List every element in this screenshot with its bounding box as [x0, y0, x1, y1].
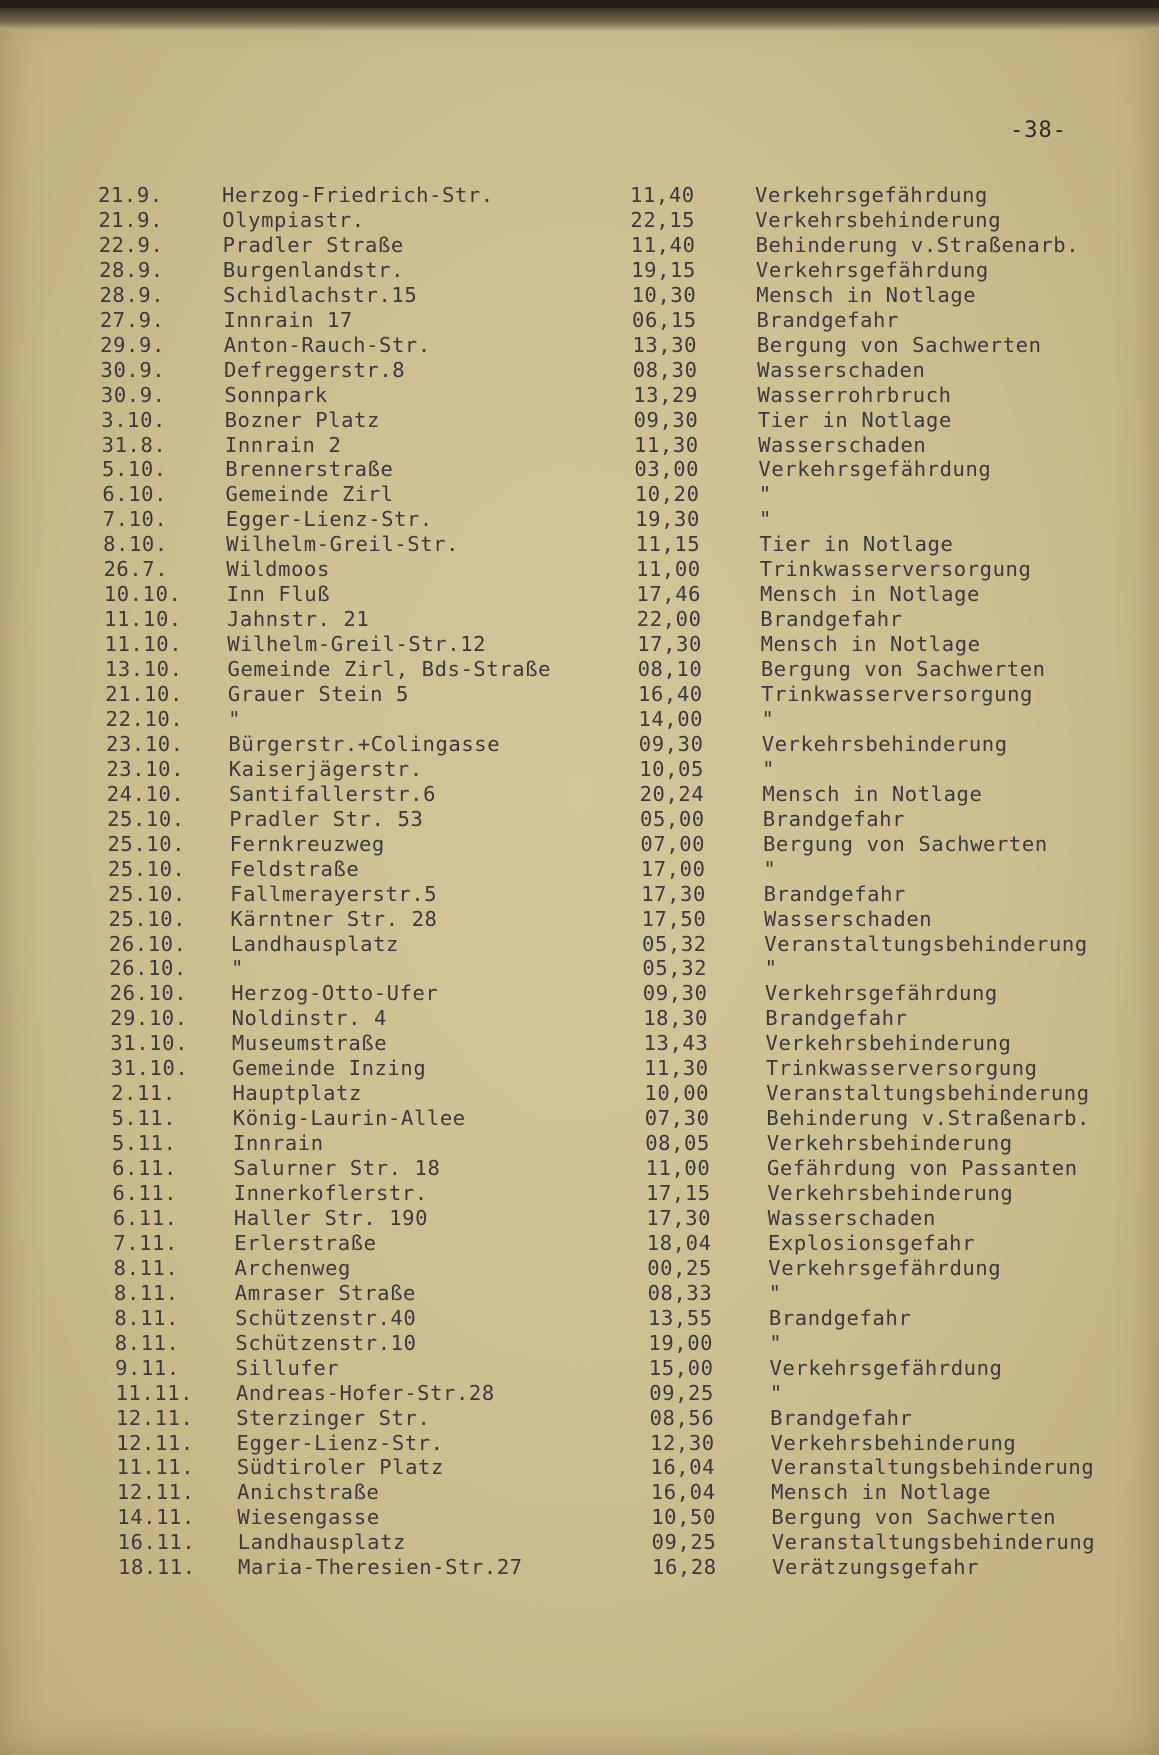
entry-location: Hauptplatz — [232, 1081, 362, 1106]
entry-date: 11.11. — [116, 1455, 195, 1480]
entry-location: Brennerstraße — [225, 457, 394, 482]
entry-event: Veranstaltungsbehinderung — [770, 1455, 1095, 1480]
list-item — [0, 1131, 1159, 1156]
entry-location: " — [231, 956, 244, 981]
entry-time: 11,40 — [630, 183, 695, 207]
entry-event: Verkehrsbehinderung — [761, 731, 1008, 756]
entry-event: Verkehrsbehinderung — [767, 1181, 1014, 1205]
list-item — [0, 932, 1159, 957]
list-item — [0, 1431, 1159, 1456]
entry-time: 22,00 — [636, 607, 702, 632]
entry-time: 16,28 — [652, 1555, 717, 1580]
entry-location: Salurner Str. 18 — [233, 1156, 441, 1181]
entry-location: Defreggerstr.8 — [224, 357, 406, 382]
entry-date: 22.9. — [98, 232, 164, 257]
entry-event: " — [759, 507, 772, 532]
entry-location: Grauer Stein 5 — [227, 682, 410, 706]
entry-date: 8.11. — [114, 1305, 180, 1330]
entry-time: 17,46 — [636, 582, 702, 607]
entry-time: 10,50 — [651, 1505, 716, 1530]
entry-location: Burgenlandstr. — [222, 257, 405, 282]
entry-event: " — [758, 482, 772, 507]
list-item — [0, 1081, 1159, 1106]
entry-location: " — [228, 706, 242, 731]
list-item — [0, 807, 1159, 832]
entry-location: Archenweg — [234, 1255, 351, 1280]
entry-location: Gemeinde Zirl — [225, 482, 394, 507]
entry-time: 11,30 — [634, 432, 699, 457]
entry-location: Sillufer — [235, 1355, 340, 1380]
entry-event: Verkehrsgefährdung — [758, 457, 992, 482]
entry-time: 17,30 — [641, 881, 706, 906]
entry-time: 00,25 — [647, 1255, 712, 1280]
entry-location: Fallmerayerstr.5 — [230, 881, 438, 906]
entry-event: Wasserrohrbruch — [757, 382, 952, 407]
list-item — [0, 1480, 1159, 1505]
list-item — [0, 1555, 1159, 1580]
entry-event: Mensch in Notlage — [756, 282, 977, 307]
entry-date: 23.10. — [106, 756, 185, 781]
entry-event: Brandgefahr — [765, 1006, 908, 1031]
entry-date: 2.11. — [111, 1081, 176, 1106]
entry-location: Schidlachstr.15 — [223, 282, 418, 307]
entry-location: Sonnpark — [224, 382, 328, 407]
entry-date: 31.8. — [101, 432, 167, 457]
entry-time: 13,43 — [643, 1031, 709, 1056]
entry-date: 12.11. — [115, 1405, 194, 1430]
entry-location: Inn Fluß — [226, 582, 331, 607]
scan-top-edge — [0, 8, 1159, 30]
entry-event: " — [768, 1280, 782, 1305]
entry-time: 05,32 — [642, 956, 708, 981]
list-item — [0, 1356, 1159, 1381]
list-item — [0, 1106, 1159, 1131]
entry-event: Verkehrsgefährdung — [755, 183, 988, 207]
entry-time: 06,15 — [632, 307, 697, 332]
list-item — [0, 882, 1159, 907]
entry-location: Kaiserjägerstr. — [228, 756, 423, 781]
list-item — [0, 632, 1159, 657]
entry-date: 11.10. — [104, 632, 183, 657]
entry-time: 09,25 — [649, 1380, 714, 1405]
entry-date: 30.9. — [100, 382, 166, 407]
entry-event: Mensch in Notlage — [771, 1480, 992, 1505]
entry-event: Tier in Notlage — [757, 407, 952, 432]
entry-location: Südtiroler Platz — [236, 1455, 444, 1480]
entry-date: 9.11. — [115, 1355, 180, 1380]
list-item — [0, 358, 1159, 383]
entry-event: Mensch in Notlage — [762, 781, 983, 806]
list-item — [0, 258, 1159, 283]
entry-location: Noldinstr. 4 — [231, 1006, 387, 1031]
entry-time: 17,50 — [641, 906, 707, 931]
entry-event: Explosionsgefahr — [767, 1230, 976, 1255]
entry-date: 25.10. — [107, 831, 186, 856]
entry-time: 14,00 — [638, 706, 704, 731]
entry-location: Maria-Theresien-Str.27 — [238, 1555, 523, 1580]
entry-time: 09,30 — [642, 981, 708, 1006]
entry-date: 27.9. — [99, 307, 165, 332]
entry-time: 10,05 — [639, 756, 704, 781]
list-item — [0, 1031, 1159, 1056]
entry-location: Santifallerstr.6 — [228, 781, 437, 806]
entry-location: Landhausplatz — [230, 931, 399, 956]
entry-date: 22.10. — [105, 706, 184, 731]
entry-date: 11.10. — [104, 607, 182, 632]
entry-event: " — [769, 1380, 783, 1405]
entry-location: Innrain 17 — [223, 307, 353, 332]
entry-event: Wasserschaden — [763, 906, 933, 931]
entry-time: 18,04 — [646, 1230, 712, 1255]
entry-event: Behinderung v.Straßenarb. — [755, 232, 1080, 257]
entry-time: 09,30 — [638, 731, 704, 756]
entry-event: Verkehrsbehinderung — [765, 1031, 1012, 1056]
entry-date: 25.10. — [107, 856, 186, 881]
entry-date: 13.10. — [104, 657, 183, 682]
entry-event: Verkehrsbehinderung — [770, 1430, 1017, 1455]
entry-time: 10,30 — [631, 282, 697, 307]
entry-date: 30.9. — [100, 357, 166, 382]
entry-event: Wasserschaden — [767, 1205, 936, 1230]
entry-event: Behinderung v.Straßenarb. — [766, 1106, 1090, 1131]
entry-time: 16,04 — [650, 1455, 716, 1480]
entry-date: 6.11. — [112, 1181, 178, 1205]
entry-location: König-Laurin-Allee — [232, 1106, 466, 1131]
list-item — [0, 782, 1159, 807]
entry-time: 09,30 — [633, 407, 699, 432]
entry-date: 25.10. — [107, 806, 185, 831]
entry-location: Fernkreuzweg — [229, 831, 385, 856]
entry-location: Pradler Str. 53 — [229, 806, 424, 831]
entry-date: 12.11. — [116, 1430, 194, 1455]
list-item — [0, 1381, 1159, 1406]
list-item — [0, 907, 1159, 932]
entry-date: 6.11. — [112, 1156, 177, 1181]
entry-location: Egger-Lienz-Str. — [225, 507, 433, 532]
entry-time: 17,00 — [640, 856, 706, 881]
list-item — [0, 233, 1159, 258]
list-item — [0, 1156, 1159, 1181]
entry-date: 18.11. — [118, 1555, 196, 1580]
entry-event: Wasserschaden — [758, 432, 927, 457]
entry-time: 08,30 — [632, 357, 698, 382]
list-item — [0, 208, 1159, 233]
entry-event: Verkehrsgefährdung — [755, 257, 989, 282]
entry-event: Mensch in Notlage — [759, 582, 980, 607]
list-item — [0, 1281, 1159, 1306]
entry-time: 20,24 — [639, 781, 705, 806]
entry-event: Veranstaltungsbehinderung — [771, 1530, 1096, 1555]
entry-date: 12.11. — [116, 1480, 195, 1505]
entry-location: Gemeinde Zirl, Bds-Straße — [227, 657, 552, 682]
entry-date: 26.10. — [109, 981, 188, 1006]
entry-date: 5.10. — [102, 457, 167, 482]
entry-date: 26.7. — [103, 557, 169, 582]
entry-time: 18,30 — [643, 1006, 708, 1031]
entry-event: Bergung von Sachwerten — [771, 1505, 1057, 1530]
list-item — [0, 557, 1159, 582]
list-item — [0, 657, 1159, 682]
entry-date: 5.11. — [111, 1131, 177, 1156]
entry-location: Gemeinde Inzing — [232, 1056, 427, 1081]
entry-location: Bürgerstr.+Colingasse — [228, 731, 501, 756]
entry-event: Wasserschaden — [757, 357, 926, 382]
entry-date: 8.10. — [103, 532, 168, 557]
entry-date: 24.10. — [106, 781, 185, 806]
entry-date: 21.10. — [105, 682, 183, 706]
list-item — [0, 981, 1159, 1006]
entry-date: 11.11. — [115, 1380, 194, 1405]
entry-time: 09,25 — [651, 1530, 717, 1555]
list-item — [0, 532, 1159, 557]
list-item — [0, 1206, 1159, 1231]
list-item — [0, 1306, 1159, 1331]
entry-location: Wiesengasse — [237, 1505, 380, 1530]
entry-location: Herzog-Otto-Ufer — [231, 981, 439, 1006]
entry-location: Schützenstr.10 — [235, 1330, 417, 1355]
list-item — [0, 283, 1159, 308]
list-item — [0, 607, 1159, 632]
entry-date: 28.9. — [99, 257, 164, 282]
entry-event: Veranstaltungsbehinderung — [766, 1081, 1090, 1106]
entry-date: 28.9. — [99, 282, 165, 307]
list-item — [0, 482, 1159, 507]
entry-time: 12,30 — [650, 1430, 715, 1455]
entry-event: Brandgefahr — [770, 1405, 913, 1430]
entry-time: 08,33 — [647, 1280, 713, 1305]
entry-event: Verkehrsgefährdung — [764, 981, 998, 1006]
entry-event: " — [764, 956, 778, 981]
list-item — [0, 333, 1159, 358]
entry-location: Bozner Platz — [224, 407, 380, 432]
entry-location: Haller Str. 190 — [233, 1205, 429, 1230]
entry-time: 07,00 — [640, 831, 706, 856]
entry-date: 26.10. — [109, 956, 187, 981]
entry-location: Anichstraße — [237, 1480, 380, 1505]
list-item — [0, 1455, 1159, 1480]
list-item — [0, 1056, 1159, 1081]
entry-date: 31.10. — [110, 1031, 189, 1056]
entry-time: 13,30 — [632, 332, 698, 357]
entry-time: 08,05 — [645, 1131, 710, 1156]
entry-location: Herzog-Friedrich-Str. — [222, 183, 494, 207]
list-item — [0, 1006, 1159, 1031]
entry-time: 11,15 — [635, 532, 701, 557]
list-item — [0, 1530, 1159, 1555]
entry-event: Brandgefahr — [762, 806, 906, 831]
entry-event: Gefährdung von Passanten — [767, 1156, 1078, 1181]
entry-date: 8.11. — [113, 1255, 179, 1280]
entry-location: Erlerstraße — [234, 1230, 377, 1255]
list-item — [0, 1406, 1159, 1431]
entry-event: Mensch in Notlage — [760, 632, 981, 657]
entry-location: Schützenstr.40 — [235, 1305, 417, 1330]
document-page — [0, 8, 1159, 1755]
entry-location: Wildmoos — [226, 557, 330, 582]
entry-time: 05,00 — [640, 806, 705, 831]
entry-location: Museumstraße — [231, 1031, 388, 1056]
entry-time: 19,00 — [648, 1330, 714, 1355]
entry-location: Olympiastr. — [222, 207, 365, 232]
entry-location: Pradler Straße — [222, 232, 404, 257]
list-item — [0, 457, 1159, 482]
entry-time: 17,30 — [646, 1205, 712, 1230]
entry-date: 14.11. — [117, 1505, 195, 1530]
list-item — [0, 707, 1159, 732]
entry-time: 11,00 — [636, 557, 701, 582]
entry-date: 21.9. — [98, 183, 163, 207]
entry-location: Andreas-Hofer-Str.28 — [235, 1380, 495, 1405]
list-item — [0, 507, 1159, 532]
entry-location: Kärntner Str. 28 — [230, 906, 438, 931]
entry-time: 16,04 — [650, 1480, 716, 1505]
entry-location: Wilhelm-Greil-Str. — [226, 532, 460, 557]
list-item — [0, 732, 1159, 757]
entry-event: " — [763, 856, 777, 881]
entry-event: Tier in Notlage — [759, 532, 954, 557]
entry-time: 10,20 — [634, 482, 700, 507]
list-item — [0, 832, 1159, 857]
entry-time: 16,40 — [638, 682, 703, 706]
entry-location: Innrain — [233, 1131, 324, 1156]
entry-date: 16.11. — [117, 1530, 196, 1555]
entry-event: " — [769, 1330, 783, 1355]
entry-date: 21.9. — [98, 207, 164, 232]
entry-time: 05,32 — [642, 931, 707, 956]
list-item — [0, 1331, 1159, 1356]
entry-event: Brandgefahr — [756, 307, 899, 332]
entry-date: 26.10. — [108, 931, 187, 956]
list-item — [0, 183, 1159, 208]
list-item — [0, 582, 1159, 607]
entry-date: 29.10. — [110, 1006, 188, 1031]
entry-location: Innerkoflerstr. — [233, 1181, 428, 1205]
list-item — [0, 308, 1159, 333]
entry-location: Egger-Lienz-Str. — [236, 1430, 444, 1455]
entry-date: 31.10. — [110, 1056, 189, 1081]
entry-event: Brandgefahr — [768, 1305, 912, 1330]
entry-date: 8.11. — [114, 1280, 179, 1305]
entry-time: 03,00 — [634, 457, 700, 482]
entry-date: 6.11. — [112, 1205, 178, 1230]
entry-time: 17,30 — [637, 632, 702, 657]
entry-time: 11,30 — [644, 1056, 709, 1081]
entry-date: 3.10. — [101, 407, 166, 432]
entry-location: Amraser Straße — [234, 1280, 416, 1305]
entry-date: 25.10. — [108, 881, 186, 906]
entry-date: 8.11. — [114, 1330, 180, 1355]
list-item — [0, 408, 1159, 433]
list-item — [0, 1505, 1159, 1530]
list-item — [0, 757, 1159, 782]
entry-event: Verätzungsgefahr — [772, 1555, 980, 1580]
entry-event: Brandgefahr — [760, 607, 903, 632]
list-item — [0, 1231, 1159, 1256]
entry-time: 15,00 — [648, 1355, 714, 1380]
list-item — [0, 956, 1159, 981]
list-item — [0, 433, 1159, 458]
entry-time: 08,10 — [637, 657, 703, 682]
entry-event: Verkehrsbehinderung — [755, 207, 1002, 232]
entry-time: 07,30 — [644, 1106, 710, 1131]
entry-location: Wilhelm-Greil-Str.12 — [227, 632, 487, 657]
entry-event: Verkehrsbehinderung — [766, 1131, 1013, 1156]
entry-event: Bergung von Sachwerten — [756, 332, 1042, 357]
list-item — [0, 682, 1159, 707]
entry-time: 17,15 — [646, 1181, 711, 1205]
entry-date: 7.11. — [113, 1230, 178, 1255]
entry-time: 11,00 — [645, 1156, 711, 1181]
entry-location: Feldstraße — [229, 856, 360, 881]
entry-date: 23.10. — [106, 731, 184, 756]
entry-location: Sterzinger Str. — [236, 1405, 431, 1430]
list-item — [0, 1256, 1159, 1281]
entry-location: Jahnstr. 21 — [226, 607, 370, 632]
entry-time: 19,15 — [631, 257, 696, 282]
entry-event: Bergung von Sachwerten — [763, 831, 1048, 856]
entry-time: 22,15 — [630, 207, 696, 232]
entry-event: Veranstaltungsbehinderung — [764, 931, 1088, 956]
entry-event: Verkehrsgefährdung — [768, 1255, 1002, 1280]
entry-time: 11,40 — [630, 232, 696, 257]
entry-time: 13,55 — [648, 1305, 713, 1330]
entry-time: 10,00 — [644, 1081, 710, 1106]
entry-event: Trinkwasserversorgung — [761, 682, 1033, 706]
entry-event: Bergung von Sachwerten — [760, 657, 1046, 682]
entry-location: Anton-Rauch-Str. — [223, 332, 431, 357]
entry-location: Landhausplatz — [237, 1530, 406, 1555]
entry-date: 29.9. — [100, 332, 165, 357]
entry-location: Innrain 2 — [224, 432, 342, 457]
entry-time: 13,29 — [633, 382, 698, 407]
list-item — [0, 383, 1159, 408]
entry-event: Trinkwasserversorgung — [765, 1056, 1038, 1081]
list-item — [0, 1181, 1159, 1206]
entry-event: Verkehrsgefährdung — [769, 1355, 1003, 1380]
entry-date: 5.11. — [111, 1106, 177, 1131]
entry-event: Brandgefahr — [763, 881, 907, 906]
page-number: -38- — [1010, 118, 1067, 143]
entry-event: Trinkwasserversorgung — [759, 557, 1032, 582]
entry-event: " — [762, 756, 776, 781]
entry-date: 25.10. — [108, 906, 187, 931]
entry-date: 7.10. — [102, 507, 168, 532]
entry-time: 08,56 — [649, 1405, 715, 1430]
list-item — [0, 857, 1159, 882]
entry-time: 19,30 — [635, 507, 700, 532]
entry-date: 10.10. — [103, 582, 182, 607]
entry-event: " — [761, 706, 775, 731]
entry-date: 6.10. — [102, 482, 168, 507]
